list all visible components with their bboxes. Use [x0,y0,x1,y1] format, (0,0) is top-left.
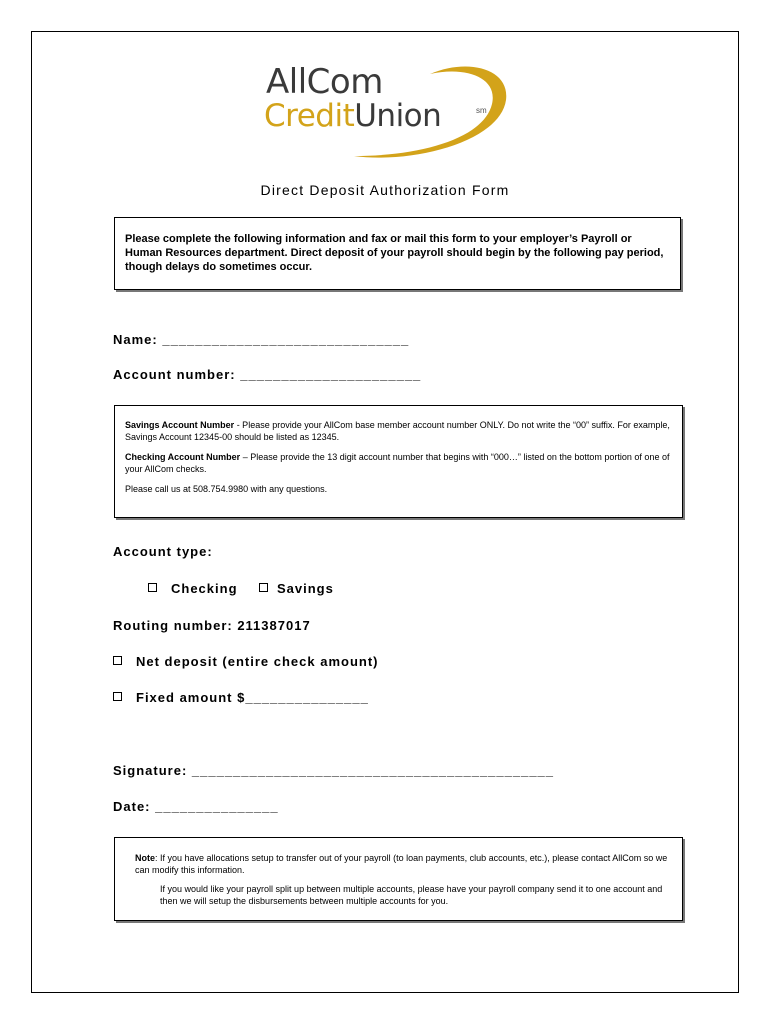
savings-info-label: Savings Account Number [125,420,235,430]
savings-checkbox[interactable] [259,583,268,592]
fixed-amount-option[interactable] [113,690,369,705]
account-type-label: Account type: [113,544,213,559]
checking-info [125,451,672,475]
account-info-box [114,405,683,518]
note-label: Note [135,853,155,863]
checking-checkbox[interactable] [148,583,157,592]
checking-info-text: – Please provide the 13 digit account number that begins with “000…” listed on the bottom portion of one of your AllCom checks. [125,452,670,474]
savings-option[interactable] [259,581,334,596]
logo-credit-union-text [264,98,441,134]
savings-info [125,419,672,443]
checking-info-label: Checking Account Number [125,452,241,462]
savings-info-text: - Please provide your AllCom base member account number ONLY. Do not write the “00” suffix. For example, Savings Account 12345-00 should be listed as 12345. [125,420,670,442]
note-text-1: : If you have allocations setup to transfer out of your payroll (to loan payments, club accounts, etc.), please contact AllCom so we can modify this information. [135,853,668,875]
logo-union: Union [354,98,442,134]
fixed-amount-checkbox[interactable] [113,692,122,701]
net-deposit-label: Net deposit (entire check amount) [136,654,379,669]
net-deposit-option[interactable] [113,654,378,669]
allcom-logo [262,60,512,160]
name-field[interactable]: Name: ______________________________ [113,332,410,347]
intro-text: Please complete the following information and fax or mail this form to your employer’s Payroll or Human Resources department. Direct deposit of your payroll should begin by the following pay period, though delays do sometimes occur. [125,233,664,273]
intro-instructions-box [114,217,681,290]
routing-number: Routing number: 211387017 [113,618,311,633]
checking-label: Checking [171,581,238,596]
note-allocations [135,852,672,876]
logo-credit: Credit [264,98,355,134]
note-split-payroll: If you would like your payroll split up between multiple accounts, please have your payroll company send it to one account and then we will setup the disbursements between multiple accounts for you. [160,884,663,906]
checking-option[interactable] [148,581,238,596]
date-field[interactable]: Date: _______________ [113,799,279,814]
logo-allcom-text: AllCom [266,62,383,102]
fixed-amount-label: Fixed amount $_______________ [136,690,369,705]
logo-service-mark: sm [476,106,487,115]
savings-label: Savings [277,581,334,596]
signature-field[interactable]: Signature: ____________________________________________ [113,763,555,778]
account-number-field[interactable]: Account number: ______________________ [113,367,422,382]
form-title: Direct Deposit Authorization Form [260,182,510,198]
call-info: Please call us at 508.754.9980 with any questions. [125,484,328,494]
net-deposit-checkbox[interactable] [113,656,122,665]
note-box [114,837,683,921]
